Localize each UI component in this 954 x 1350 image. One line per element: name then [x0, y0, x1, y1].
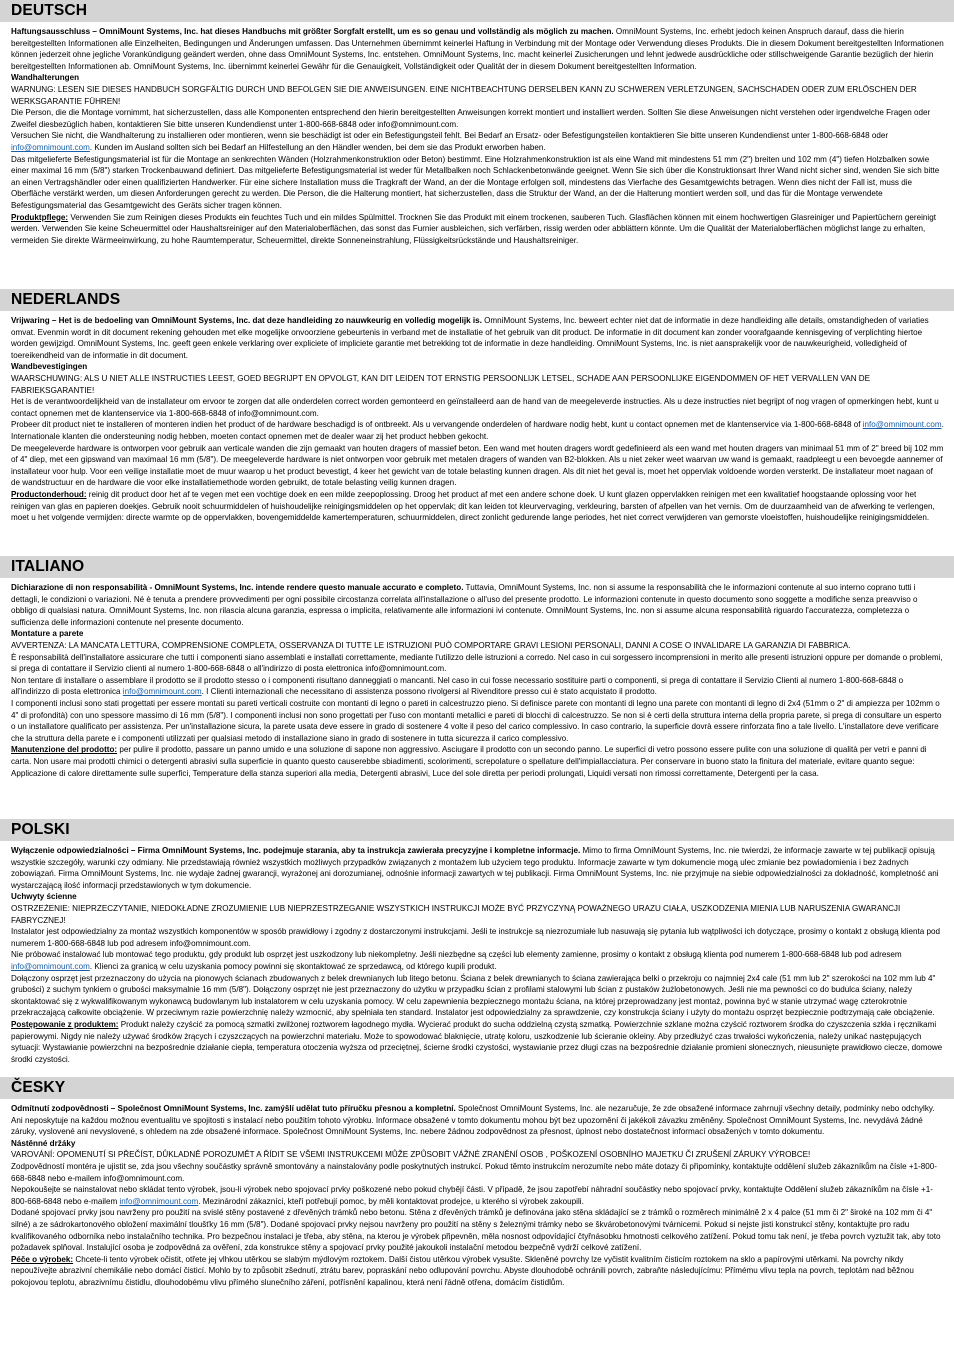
damaged-parts-text: Nepokoušejte se nainstalovat nebo skládat tento výrobek, jsou-li výrobek nebo spojovací prvky poškozené nebo pokud chybějí části. V případě, že jsou zapotřebí náhradní součástky nebo spojovací prvky, kontaktujte Oddělení služeb zákazníkům na čísle +1-800-668-6848 nebo e-mailem [11, 1185, 933, 1206]
care-paragraph [11, 489, 944, 524]
warning-text: AVVERTENZA: LA MANCATA LETTURA, COMPRENSIONE COMPLETA, OSSERVANZA DI TUTTE LE ISTRUZIONI PUÒ COMPORTARE GRAVI LESIONI PERSONALI, DANNI A COSE O INVALIDARE LA GARANZIA DI FABBRICA. [11, 640, 851, 650]
warning-text: VAROVÁNÍ: OPOMENUTÍ SI PŘEČÍST, DŮKLADNĚ POROZUMĚT A ŘÍDIT SE VŠEMI INSTRUKCEMI MŮŽE ZPŮSOBIT VÁŽNÉ ZRANĚNÍ OSOB , POŠKOZENÍ OSOBNÍHO MAJETKU ČI ZRUŠENÍ ZÁRUKY VÝROBCE! [11, 1150, 811, 1160]
care-paragraph [11, 744, 944, 779]
damaged-parts-text: Nie próbować instalować lub montować tego produktu, gdy produkt lub osprzęt jest uszkodzony lub niekompletny. Jeśli niezbędne są części lub elementy zamienne, prosimy o kontakt z obsługą klienta pod numerem 1-800-668-6848 lub pod adresem [11, 950, 902, 960]
disclaimer-paragraph [11, 26, 944, 72]
damaged-parts-paragraph [11, 419, 944, 442]
hardware-paragraph: I componenti inclusi sono stati progettati per essere montati su pareti verticali costruite con montanti di legno o pareti in calcestruzzo pieno. Si definisce parete con montanti di legno una parete con montanti di legno di 2x4 (51mm o 2" di ampiezza per 102mm o 4" di profondità) con uno spessore massimo di 16 mm (5/8"). I componenti inclusi non sono progettati per l'uso con montanti metallici e pareti di blocchi di calcestruzzo. Se non si è certi della struttura interna della propria parete, si prega di consultare un esperto o un installatore qualificato per assistenza. Per un'installazione sicura, la parete usata deve essere in grado di sostenere 4 volte il peso del carico complessivo. In caso contrario, la superficie dovrà essere rinforzata fino a tale livello. L'installatore deve verificare che la struttura della parete e i componenti utilizzati per qualsiasi metodo di installazione siano in grado di sostenere in tutta sicurezza il carico complessivo. [11, 698, 942, 743]
care-title: Péče o výrobek: [11, 1254, 74, 1264]
disclaimer-lead: Odmítnutí zodpovědnosti – Společnost OmniMount Systems, Inc. zamýšlí udělat tuto příručku přesnou a kompletní. [11, 1104, 456, 1113]
disclaimer-text: Mimo to firma OmniMount Systems, Inc. nie twierdzi, że informacje zawarte w tej publikacji opisują wszystkie szczegóły, warunki czy odmiany. Nie przedstawiają również wszystkich możliwych przypadków związanych z montażem lub użyciem tego produktu. Informacje zawarte w tym dokumencie mogą ulec zmianie bez powiadomienia i bez żadnych zobowiązań. Firma OmniMount Systems, Inc. nie wydaje żadnej gwarancji, wyrażonej ani dorozumianej, odnośnie informacji zawartych w tej publikacji. Firma OmniMount Systems, Inc. nie przyjmuje na siebie odpowiedzialności za dokładność, kompletność ani wystarczającą ilość informacji przedstawionych w tym dokumencie. [11, 846, 939, 890]
section-polski [0, 819, 954, 1077]
wall-mounts-title: Wandhalterungen [11, 73, 80, 83]
installer-paragraph: Het is de verantwoordelijkheid van de installateur om ervoor te zorgen dat alle onderdelen correct worden gemonteerd en geïnstalleerd aan de hand van de meegeleverde instructies. Als u deze instructies niet begrijpt of nog vragen of opmerkingen hebt, kunt u contact opnemen met de klantenservice via 1-800-668-6848 of info@omnimount.com. [11, 397, 939, 418]
care-title: Postępowanie z produktem: [11, 1019, 119, 1029]
section-body [0, 22, 954, 252]
section-heading: ITALIANO [0, 556, 954, 578]
email-link[interactable]: info@omnimount.com [11, 142, 90, 152]
disclaimer-lead: Vrijwaring – Het is de bedoeling van OmniMount Systems, Inc. dat deze handleiding zo nauwkeurig en volledig mogelijk is. [11, 316, 482, 325]
disclaimer-lead: Haftungsausschluss – OmniMount Systems, Inc. hat dieses Handbuchs mit größter Sorgfalt erstellt, um es so genau und vollständig als möglich zu machen. [11, 27, 614, 36]
section-body [0, 311, 954, 530]
section-italiano [0, 556, 954, 819]
disclaimer-paragraph [11, 582, 944, 628]
care-title: Produktpflege: [11, 212, 69, 222]
hardware-paragraph: Dołączony osprzęt jest przeznaczony do użycia na pionowych ścianach zbudowanych z belek drewnianych lub litego betonu. Ściana z belek drewnianych to ściana zawierająca belki o przekroju co najmniej 2x4 cale (51 mm lub 2" szerokości na 102 mm lub 4" grubości) z suchym tynkiem o grubości maksymalnie 16 mm (5/8"). Dołączony osprzęt nie jest przeznaczony do użytku w przypadku ścian z profilami stalowymi lub ścian z pustaków żużlobetonowych. Jeśli nie ma pewności co do budulca ściany, należy skontaktować się z wykwalifikowanym wykonawcą budowlanym lub instalatorem w celu uzyskania pomocy. W celu zapewnienia bezpiecznego montażu ściana, na której przeprowadzany jest montaż, powinna być w stanie utrzymać wagę czterokrotnie przekraczającą całkowite obciążenie. W przeciwnym razie powierzchnię należy wzmocnić, aby spełniała ten standard. Instalator jest odpowiedzialny za sprawdzenie, czy konstrukcja ściany i użyty do montażu osprzęt bezpiecznie podtrzymają całe obciążenie. [11, 973, 936, 1018]
warning-text: OSTRZEŻENIE: NIEPRZECZYTANIE, NIEDOKŁADNE ZROZUMIENIE LUB NIEPRZESTRZEGANIE WSZYSTKICH INSTRUKCJI MOŻE BYĆ PRZYCZYNĄ POWAŻNEGO URAZU CIAŁA, USZKODZENIA MIENIA LUB NARUSZENIA GWARANCJI FABRYCZNEJ! [11, 903, 901, 925]
section-heading: POLSKI [0, 819, 954, 841]
care-paragraph [11, 1254, 944, 1289]
warning-text: WARNUNG: LESEN SIE DIESES HANDBUCH SORGFÄLTIG DURCH UND BEFOLGEN SIE DIE ANWEISUNGEN. EINE NICHTBEACHTUNG DERSELBEN KANN ZU SCHWEREN VERLETZUNGEN, SACHSCHADEN ODER ZUM ERLÖSCHEN DER WERKSGARANTIE FÜHREN! [11, 84, 917, 106]
disclaimer-lead: Wyłączenie odpowiedzialności – Firma OmniMount Systems, Inc. podejmuje starania, aby ta instrukcja zawierała precyzyjne i kompletne informacje. [11, 846, 581, 855]
wall-mounts-title: Montature a parete [11, 629, 84, 639]
section-cesky [0, 1077, 954, 1350]
care-text: Produkt należy czyścić za pomocą szmatki zwilżonej roztworem łagodnego mydła. Wycierać produkt do sucha oddzielną czystą szmatką. Powierzchnie szklane można czyścić roztworem środka do czyszczenia szkła i ręcznikami papierowymi. Nigdy nie należy używać środków żrących i czyszczących na powierzchni materiału. Może to spowodować blaknięcie, utratę koloru, uszkodzenie lub ścieranie okleiny. Aby przedłużyć czas trwałości wykończenia, należy unikać następujących sytuacji: Wystawianie powierzchni na bezpośrednie działanie ciepła, temperatura otoczenia wyższa od przeciętnej, ścierne środki czystości, wystawianie przez długi czas na bezpośrednie działanie promieni słonecznych, nieusunięte prawidłowo ciecze, domowe środki czystości. [11, 1019, 943, 1064]
damaged-parts-text-end: . Mezinárodní zákazníci, kteří potřebují pomoc, by měli kontaktovat prodejce, u kterého si výrobek zakoupili. [198, 1196, 584, 1206]
installer-paragraph: Die Person, die die Montage vornimmt, hat sicherzustellen, dass alle Komponenten entsprechend den hierin bereitgestellten Anweisungen korrekt montiert und installiert werden. Sollten Sie diese Anweisungen nicht verstehen oder irgendwelche Fragen oder Zweifel diesbezüglich haben, kontaktieren Sie bitte unseren Kundendienst unter 1-800-668-6848 oder info@omnimount.com. [11, 108, 931, 129]
disclaimer-paragraph [11, 845, 944, 891]
section-body [0, 841, 954, 1071]
damaged-parts-text-end: . Kunden im Ausland sollten sich bei Bedarf an Hilfestellung an den Händler wenden, bei dem sie das Produkt erworben haben. [89, 142, 546, 152]
damaged-parts-paragraph [11, 130, 944, 153]
damaged-parts-paragraph [11, 1184, 944, 1207]
damaged-parts-paragraph [11, 949, 944, 972]
section-deutsch [0, 0, 954, 289]
disclaimer-paragraph [11, 315, 944, 361]
disclaimer-text: Tuttavia, OmniMount Systems, Inc. non si assume la responsabilità che le informazioni contenute al suo interno coprano tutti i dettagli, le condizioni o variazioni. Né è tenuta a prendere provvedimenti per ogni possibile circostanza correlata all'installazione o all'uso del presente prodotto. Le informazioni contenute in questo documento sono soggette a modifiche senza preavviso o obbligo di qualsiasi natura. OmniMount Systems, Inc. non rilascia alcuna garanzia, espressa o implicita, relativamente alle informazioni ivi contenute. OmniMount Systems, Inc. non si assume alcuna responsabilità riguardo l'accuratezza, completezza o sufficienza delle informazioni contenute nel presente documento. [11, 583, 918, 627]
installer-paragraph: È responsabilità dell'installatore assicurare che tutti i componenti siano assemblati e installati correttamente, mediante l'utilizzo delle istruzioni a corredo. Nel caso in cui sorgessero incomprensioni in merito alle presenti istruzioni oppure per domande o problemi, si prega di contattare il Servizio clienti al numero 1-800-668-6848 o all'indirizzo di posta elettronica info@omnimount.com. [11, 652, 943, 674]
email-link[interactable]: info@omnimount.com [11, 961, 90, 971]
disclaimer-text: OmniMount Systems, Inc. beweert echter niet dat de informatie in deze handleiding alle details, omstandigheden of variaties omvat. Evenmin wordt in dit document rekening gehouden met elke mogelijke onvoorziene gebeurtenis in verband met de installatie of het gebruik van dit product. De informatie in dit document kan zonder voorafgaande kennisgeving of verplichting hiertoe worden gewijzigd. OmniMount Systems, Inc. geeft geen enkele verklaring over expliciete of impliciete garantie met betrekking tot de informatie in deze handleiding. OmniMount Systems, Inc. is niet aansprakelijk voor de nauwkeurigheid, volledigheid of toereikendheid van de informatie in dit document. [11, 316, 929, 360]
care-title: Productonderhoud: [11, 489, 87, 499]
section-heading: DEUTSCH [0, 0, 954, 22]
wall-mounts-title: Wandbevestigingen [11, 362, 88, 372]
damaged-parts-text-end: . Klienci za granicą w celu uzyskania pomocy powinni się skontaktować ze sprzedawcą, od którego kupili produkt. [89, 961, 497, 971]
section-heading: ČESKY [0, 1077, 954, 1099]
damaged-parts-paragraph [11, 675, 944, 698]
wall-mounts-title: Nástěnné držáky [11, 1138, 76, 1148]
care-paragraph [11, 1019, 944, 1065]
hardware-paragraph: Dodané spojovací prvky jsou navrženy pro použití na svislé stěny postavené z dřevěných trámků nebo betonu. Stěna z dřevěných trámků je definována jako stěna skládající se z trámků o rozměrech minimálně 2 x 4 palce (51 mm či 2" široké na 102 mm či 4" silné) a ze sádrokartonového obložení maximální tloušťky 16 mm (5/8"). Dodané spojovací prvky nejsou navrženy pro použití na stěny s železnými trámky nebo se škvárobetonovými tvárnicemi. Pokud si nejste jisti konstrukcí stěny, kontaktujte pro radu kvalifikovaného odborníka nebo instalačního technika. Pro bezpečnou instalaci je třeba, aby stěna, na kterou je výrobek připevněn, měla nosnost odpovídající čtyřnásobku hmotnosti celkového zatížení. Pokud tomu tak není, je třeba povrch vyztužit tak, aby toto požadavek splňoval. Instalující osoba je zodpovědná za ověření, zda konstrukce stěny a spojovací prvky použité jakoukoli instalační metodou bezpečně vydrží celkové zatížení. [11, 1208, 941, 1253]
email-link[interactable]: info@omnimount.com [122, 687, 202, 697]
disclaimer-text: OmniMount Systems, Inc. erhebt jedoch keinen Anspruch darauf, dass die hierin bereitgestellten Informationen alle Einzelheiten, Bedingungen und Änderungen umfassen. Das Unternehmen übernimmt keinerlei Haftung in Verbindung mit der Montage oder Verwendung dieses Produkts. Die in diesem Dokument bereitgestellten Informationen können jederzeit ohne jegliche Vorankündigung geändert werden, ohne dass OmniMount Systems, Inc. entstehen. OmniMount Systems, Inc. macht keinerlei Zusicherungen und lehnt jedwede ausdrückliche oder stillschweigende Garantie bezüglich der hierin bereitgestellten Informationen ab. OmniMount Systems, Inc. übernimmt keinerlei Gewähr für die Genauigkeit, Vollständigkeit oder Qualität der in diesem Dokument bereitgestellten Information. [11, 27, 944, 71]
installer-paragraph: Instalator jest odpowiedzialny za montaż wszystkich komponentów w sposób prawidłowy i zgodny z dostarczonymi instrukcjami. Jeśli te instrukcje są niezrozumiałe lub nasuwają się pytania lub wątpliwości ich dotyczące, prosimy o kontakt z obsługą klienta pod numerem 1-800-668-6848 lub pod adresem info@omnimount.com. [11, 927, 940, 948]
section-body [0, 578, 954, 785]
disclaimer-lead: Dichiarazione di non responsabilità - OmniMount Systems, Inc. intende rendere questo manuale accurato e completo. [11, 583, 464, 592]
damaged-parts-text: Probeer dit product niet te installeren of monteren indien het product of de hardware beschadigd is of ontbreekt. Als u vervangende onderdelen of hardware nodig hebt, kunt u contact opnemen met de klantenservice via 1-800-668-6848 of [11, 420, 863, 430]
email-link[interactable]: info@omnimount.com [862, 420, 942, 430]
care-paragraph [11, 212, 944, 247]
care-title: Manutenzione del prodotto: [11, 745, 118, 755]
wall-mounts-title: Uchwyty ścienne [11, 892, 77, 902]
warning-text: WAARSCHUWING: ALS U NIET ALLE INSTRUCTIES LEEST, GOED BEGRIJPT EN OPVOLGT, KAN DIT LEIDEN TOT ERNSTIG PERSOONLIJK LETSEL, SCHADE AAN PERSOONLIJKE EIGENDOMMEN OF HET VERVALLEN VAN DE FABRIEKSGARANTIE! [11, 373, 871, 395]
installer-paragraph: Zodpovědností montéra je ujistit se, zda jsou všechny součástky správně smontovány a nainstalovány podle poskytnutých instrukcí. Pokud těmto instrukcím nerozumíte nebo máte dotazy či připomínky, kontaktujte oddělení služeb zákazníkům na čísle +1-800-668-6848 nebo e-mailem info@omnimount.com. [11, 1161, 937, 1183]
damaged-parts-text-end: . I Clienti internazionali che necessitano di assistenza possono rivolgersi al Rivenditore presso cui è stato acquistato il prodotto. [201, 687, 657, 697]
damaged-parts-text-end: . Internationale klanten die ondersteuning nodig hebben, moeten contact opnemen met de dealer waar zij het product hebben gekocht. [11, 420, 944, 441]
care-text: Verwenden Sie zum Reinigen dieses Produkts ein feuchtes Tuch und ein mildes Spülmittel. Trocknen Sie das Produkt mit einem trockenen, sauberen Tuch. Glasflächen können mit einem hochwertigen Glasreiniger und Papiertüchern gereinigt werden. Verwenden Sie keine Scheuermittel oder Haushaltsreiniger auf den Materialoberflächen, das sonst das Furnier ausbleichen, sich verfärben, rissig werden oder abblättern könnte. Um die Qualität der Materialoberflächen möglichst lange zu erhalten, vermeiden Sie direkte Wärmeeinwirkung, zu hohe Raumtemperatur, Scheuermittel, direkte Sonneneinstrahlung, Flüssigkeitsrückstände und Haushaltsreiniger. [11, 212, 936, 245]
damaged-parts-text: Versuchen Sie nicht, die Wandhalterung zu installieren oder montieren, wenn sie beschädigt ist oder ein Befestigungsteil fehlt. Bei Bedarf an Ersatz- oder Befestigungsteilen kontaktieren Sie bitte unseren Kundendienst unter 1-800-668-6848 oder [11, 131, 889, 141]
care-text: Chcete-li tento výrobek očistit, otřete jej vlhkou utěrkou se slabým mýdlovým roztokem. Další čistou utěrkou výrobek vysušte. Skleněné povrchy lze vyčistit kvalitním čisticím roztokem na sklo a papírovými utěrkami. Na povrchy nikdy nepoužívejte abrazivní chemikálie nebo domácí čisticí. Mohlo by to způsobit zšednutí, ztrátu barev, popraskání nebo odlupování povrchu. Abyste dlouhodobě ochránili povrch, zabraňte následujícímu: Přímému vlivu tepla na povrch, teplotám nad běžnou pokojovou teplotu, abrazivnímu čistidlu, dlouhodobému vlivu přímého slunečního záření, potřísnění kapalinou, která není řádně otřena, domácím čistidlům. [11, 1254, 914, 1287]
damaged-parts-text: Non tentare di installare o assemblare il prodotto se il prodotto stesso o i componenti risultano danneggiati o mancanti. Nel caso in cui fosse necessario sostituire parti o componenti, si prega di contattare il Servizio Clienti al numero 1-800-668-6848 o all'indirizzo di posta elettronica [11, 675, 904, 697]
section-nederlands [0, 289, 954, 556]
hardware-paragraph: De meegeleverde hardware is ontworpen voor gebruik aan verticale wanden die zijn gemaakt van houten dragers of massief beton. Een wand met houten dragers wordt gedefinieerd als een wand met houten dragers van minimaal 51 mm of 2" breed bij 102 mm of 4" diep, met een gipswand van maximaal 16 mm (5/8"). De meegeleverde hardware is niet ontworpen voor gebruik met metalen dragers of wanden van B2-blokken. Als u niet zeker weet waarvan uw wand is gemaakt, raadpleegt u een bevoegde aannemer of installateur voor hulp. Voor een veilige installatie moet de muur waarop u het product bevestigt, 4 keer het gewicht van de totale belasting kunnen dragen. Als dit niet het geval is, moet het oppervlak voldoende worden versterkt. De installateur moet nagaan of de wandstructuur en de hardware die voor elke installatiemethode worden gebruikt, de totale belasting veilig kunnen dragen. [11, 443, 944, 488]
disclaimer-paragraph [11, 1103, 944, 1138]
care-text: per pulire il prodotto, passare un panno umido e una soluzione di sapone non aggressivo. Asciugare il prodotto con un secondo panno. Le superfici di vetro possono essere pulite con una soluzione di qualità per vetri e panni di carta. Non usare mai prodotti chimici o detergenti abrasivi sulla superficie in quanto questo causerebbe sbiadimenti, scolorimenti, screpolature o spellature dell'impiallacciatura. Per conservare in buono stato la finitura del materiale, evitare quanto segue: Applicazione di calore direttamente sulle superfici, Temperature della stanza superiori alla media, Detergenti abrasivi, Luce del sole diretta per periodi prolungati, Liquidi versati non rimossi correttamente, Detergenti per la casa. [11, 745, 927, 778]
section-body [0, 1099, 954, 1295]
disclaimer-text: Společnost OmniMount Systems, Inc. ale nezaručuje, že zde obsažené informace zahrnují všechny detaily, podmínky nebo odchylky. Ani neposkytuje na každou možnou eventualitu ve spojitosti s instalací nebo použitím tohoto výrobku. Informace obsažené v tomto dokumentu mohou být bez upozornění či jakékoli závazku změněny. Společnost OmniMount Systems, Inc. nevydává žádné záruky, vyslovené ani nevyslovené, s ohledem na zde obsažené informace. Společnost OmniMount Systems, Inc. nebere žádnou zodpovědnost za přesnost, úplnost nebo dostatečnost informací obsažených v tomto dokumentu. [11, 1104, 935, 1137]
care-text: reinig dit product door het af te vegen met een vochtige doek en een milde zeepoplossing. Droog het product af met een andere schone doek. U kunt glazen oppervlakken reinigen met een kwalitatief hoogstaande oplossing voor het reinigen van glas en papieren doekjes. Gebruik nooit schuurmiddelen of huishoudelijke reinigingsmiddelen op het oppervlak; dit kan leiden tot kleurvervaging, verkleuring, barsten of afpellen van het vernis. Om de duurzaamheid van de afwerking te verlengen, moet u het volgende vermijden: directe warmte op de oppervlakken, bovengemiddelde kamertemperaturen, schuurmiddelen, direct zonlicht gedurende lange periodes, het niet correct verwijderen van gemorste vloeistoffen, huishoudelijke reinigingsmiddelen. [11, 489, 935, 523]
hardware-paragraph: Das mitgelieferte Befestigungsmaterial ist für die Montage an senkrechten Wänden (Holzrahmenkonstruktion oder Beton) bestimmt. Eine Holzrahmenkonstruktion ist als eine Wand mit mindestens 51 mm (2") breiten und 102 mm (4") tiefen Holzbalken sowie einer maximal 16 mm (5/8") starken Trockenbauwand definiert. Das mitgelieferte Befestigungsmaterial ist weder für Metallbalken noch Schlackenbetonwände geeignet. Wenn Sie sich über die Konstruktionsart Ihrer Wand nicht sicher sind, wenden Sie sich bitte an einen Vertragshändler oder einen qualifizierten Handwerker. Für eine sichere Installation muss die Tragkraft der Wand, an der die Montage erfolgen soll, mindestens das Vierfache des Gesamtgewichts betragen. Wenn dies nicht der Fall ist, muss die Oberfläche verstärkt werden, um diesen Anforderungen gerecht zu werden. Die Person, die die Halterung montiert, hat sicherzustellen, dass die Struktur der Wand, an der die Halterung montiert werden soll, und das für die Montage verwendete Befestigungsmaterial das Gesamtgewicht des Geräts sicher tragen können. [11, 154, 940, 210]
section-heading: NEDERLANDS [0, 289, 954, 311]
email-link[interactable]: info@omnimount.com [119, 1196, 199, 1206]
